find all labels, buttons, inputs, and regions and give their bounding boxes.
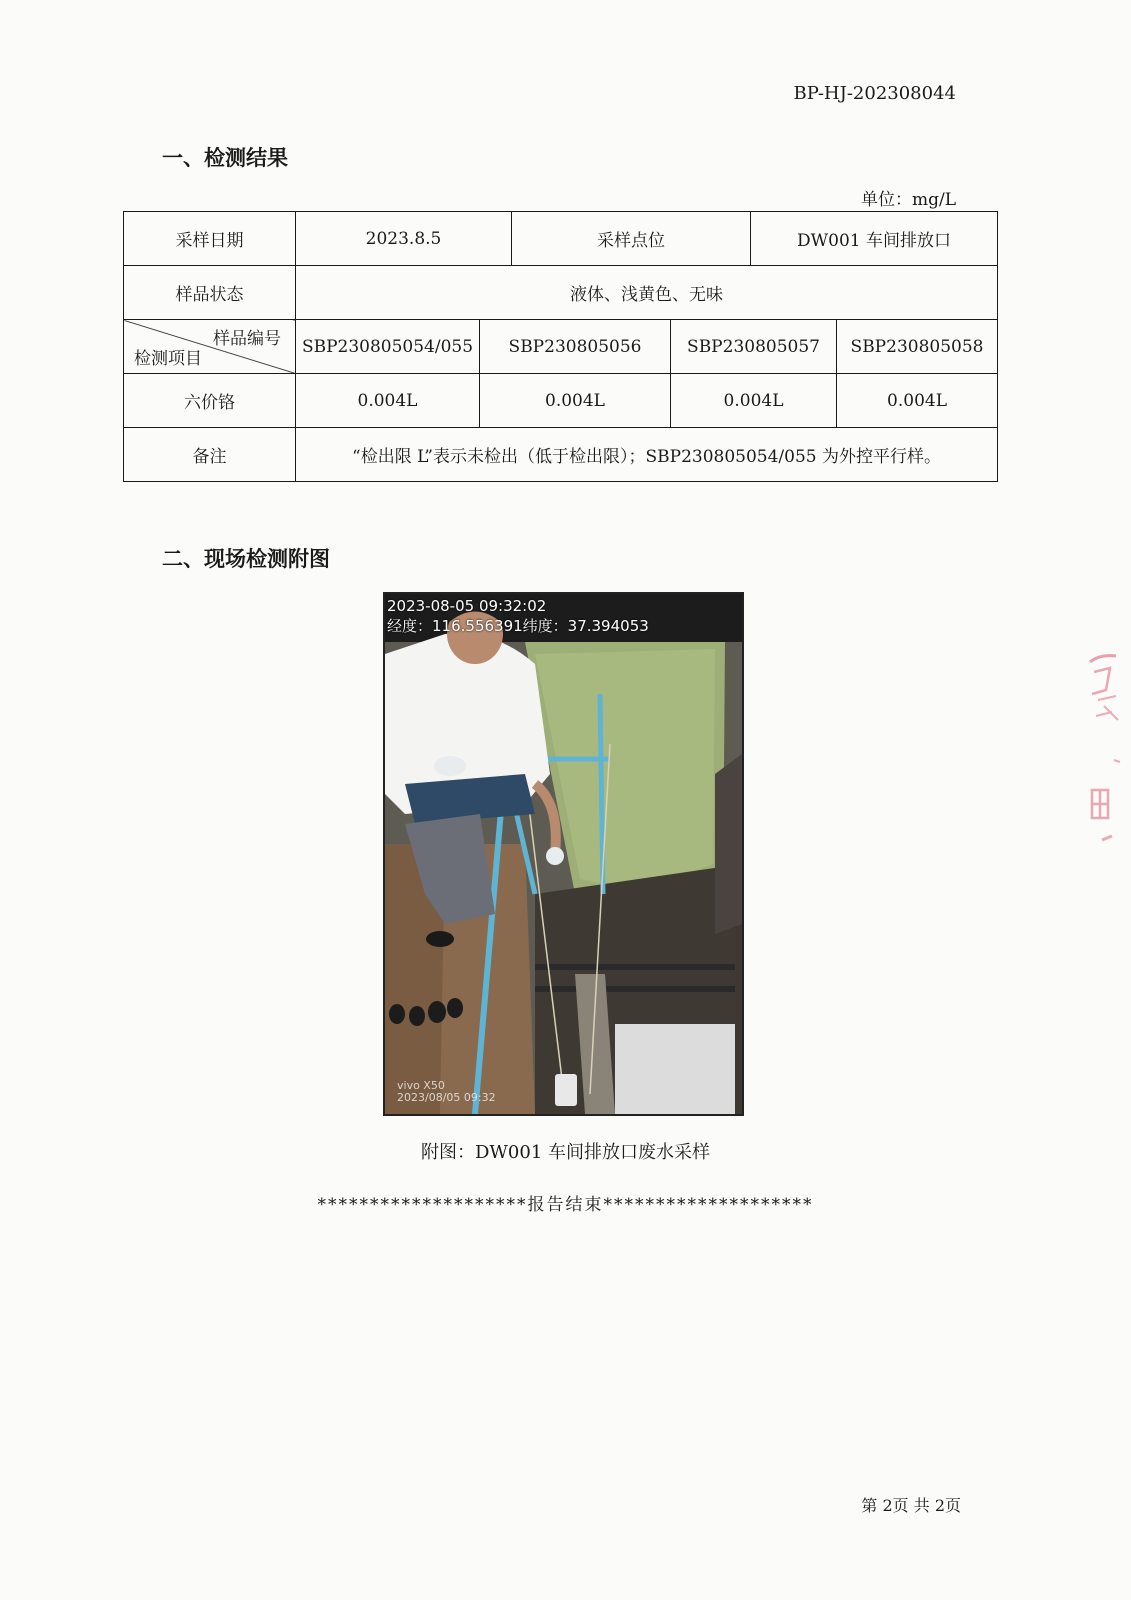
table-row: [124, 374, 998, 428]
sample-number-header: 样品编号: [213, 329, 281, 349]
report-end-marker: ********************报告结束********************: [317, 1195, 814, 1215]
sampling-date-value: 2023.8.5: [296, 212, 512, 266]
remarks-label: 备注: [124, 428, 296, 482]
photo-timestamp-overlay: [387, 596, 649, 636]
table-row: [124, 428, 998, 482]
result-value: 0.004L: [671, 374, 837, 428]
result-value: 0.004L: [480, 374, 671, 428]
camera-model: vivo X50: [397, 1079, 445, 1092]
report-number: BP-HJ-202308044: [793, 83, 956, 104]
sample-state-label: 样品状态: [124, 266, 296, 320]
sample-id: SBP230805054/055: [296, 320, 480, 374]
table-row: [124, 266, 998, 320]
sampling-location-value: DW001 车间排放口: [751, 212, 998, 266]
site-photo-illustration: [385, 594, 742, 1114]
photo-caption: 附图：DW001 车间排放口废水采样: [420, 1142, 710, 1163]
section-title-results: 一、检测结果: [162, 146, 288, 170]
table-row: [124, 212, 998, 266]
sample-id: SBP230805058: [837, 320, 998, 374]
page-number: 第 2页 共 2页: [861, 1496, 961, 1515]
partial-seal-stamp: [1088, 650, 1128, 860]
photo-timestamp: 2023-08-05 09:32:02: [387, 597, 547, 615]
result-value: 0.004L: [837, 374, 998, 428]
diagonal-header-cell: [124, 320, 296, 374]
table-row: [124, 320, 998, 374]
sample-state-value: 液体、浅黄色、无味: [296, 266, 998, 320]
site-photo: [383, 592, 744, 1116]
test-item-header: 检测项目: [134, 349, 202, 369]
unit-label: 单位：mg/L: [860, 190, 956, 210]
results-table: [123, 211, 998, 482]
test-item-name: 六价铬: [124, 374, 296, 428]
section-title-photo: 二、现场检测附图: [162, 547, 330, 571]
sample-id: SBP230805057: [671, 320, 837, 374]
sample-id: SBP230805056: [480, 320, 671, 374]
sampling-location-label: 采样点位: [512, 212, 751, 266]
remarks-value: “检出限 L”表示未检出（低于检出限）；SBP230805054/055 为外控平行样。: [296, 428, 998, 482]
photo-coordinates: 经度：116.556391纬度：37.394053: [387, 617, 649, 635]
camera-watermark: [397, 1080, 496, 1104]
sampling-date-label: 采样日期: [124, 212, 296, 266]
result-value: 0.004L: [296, 374, 480, 428]
camera-watermark-date: 2023/08/05 09:32: [397, 1091, 496, 1104]
